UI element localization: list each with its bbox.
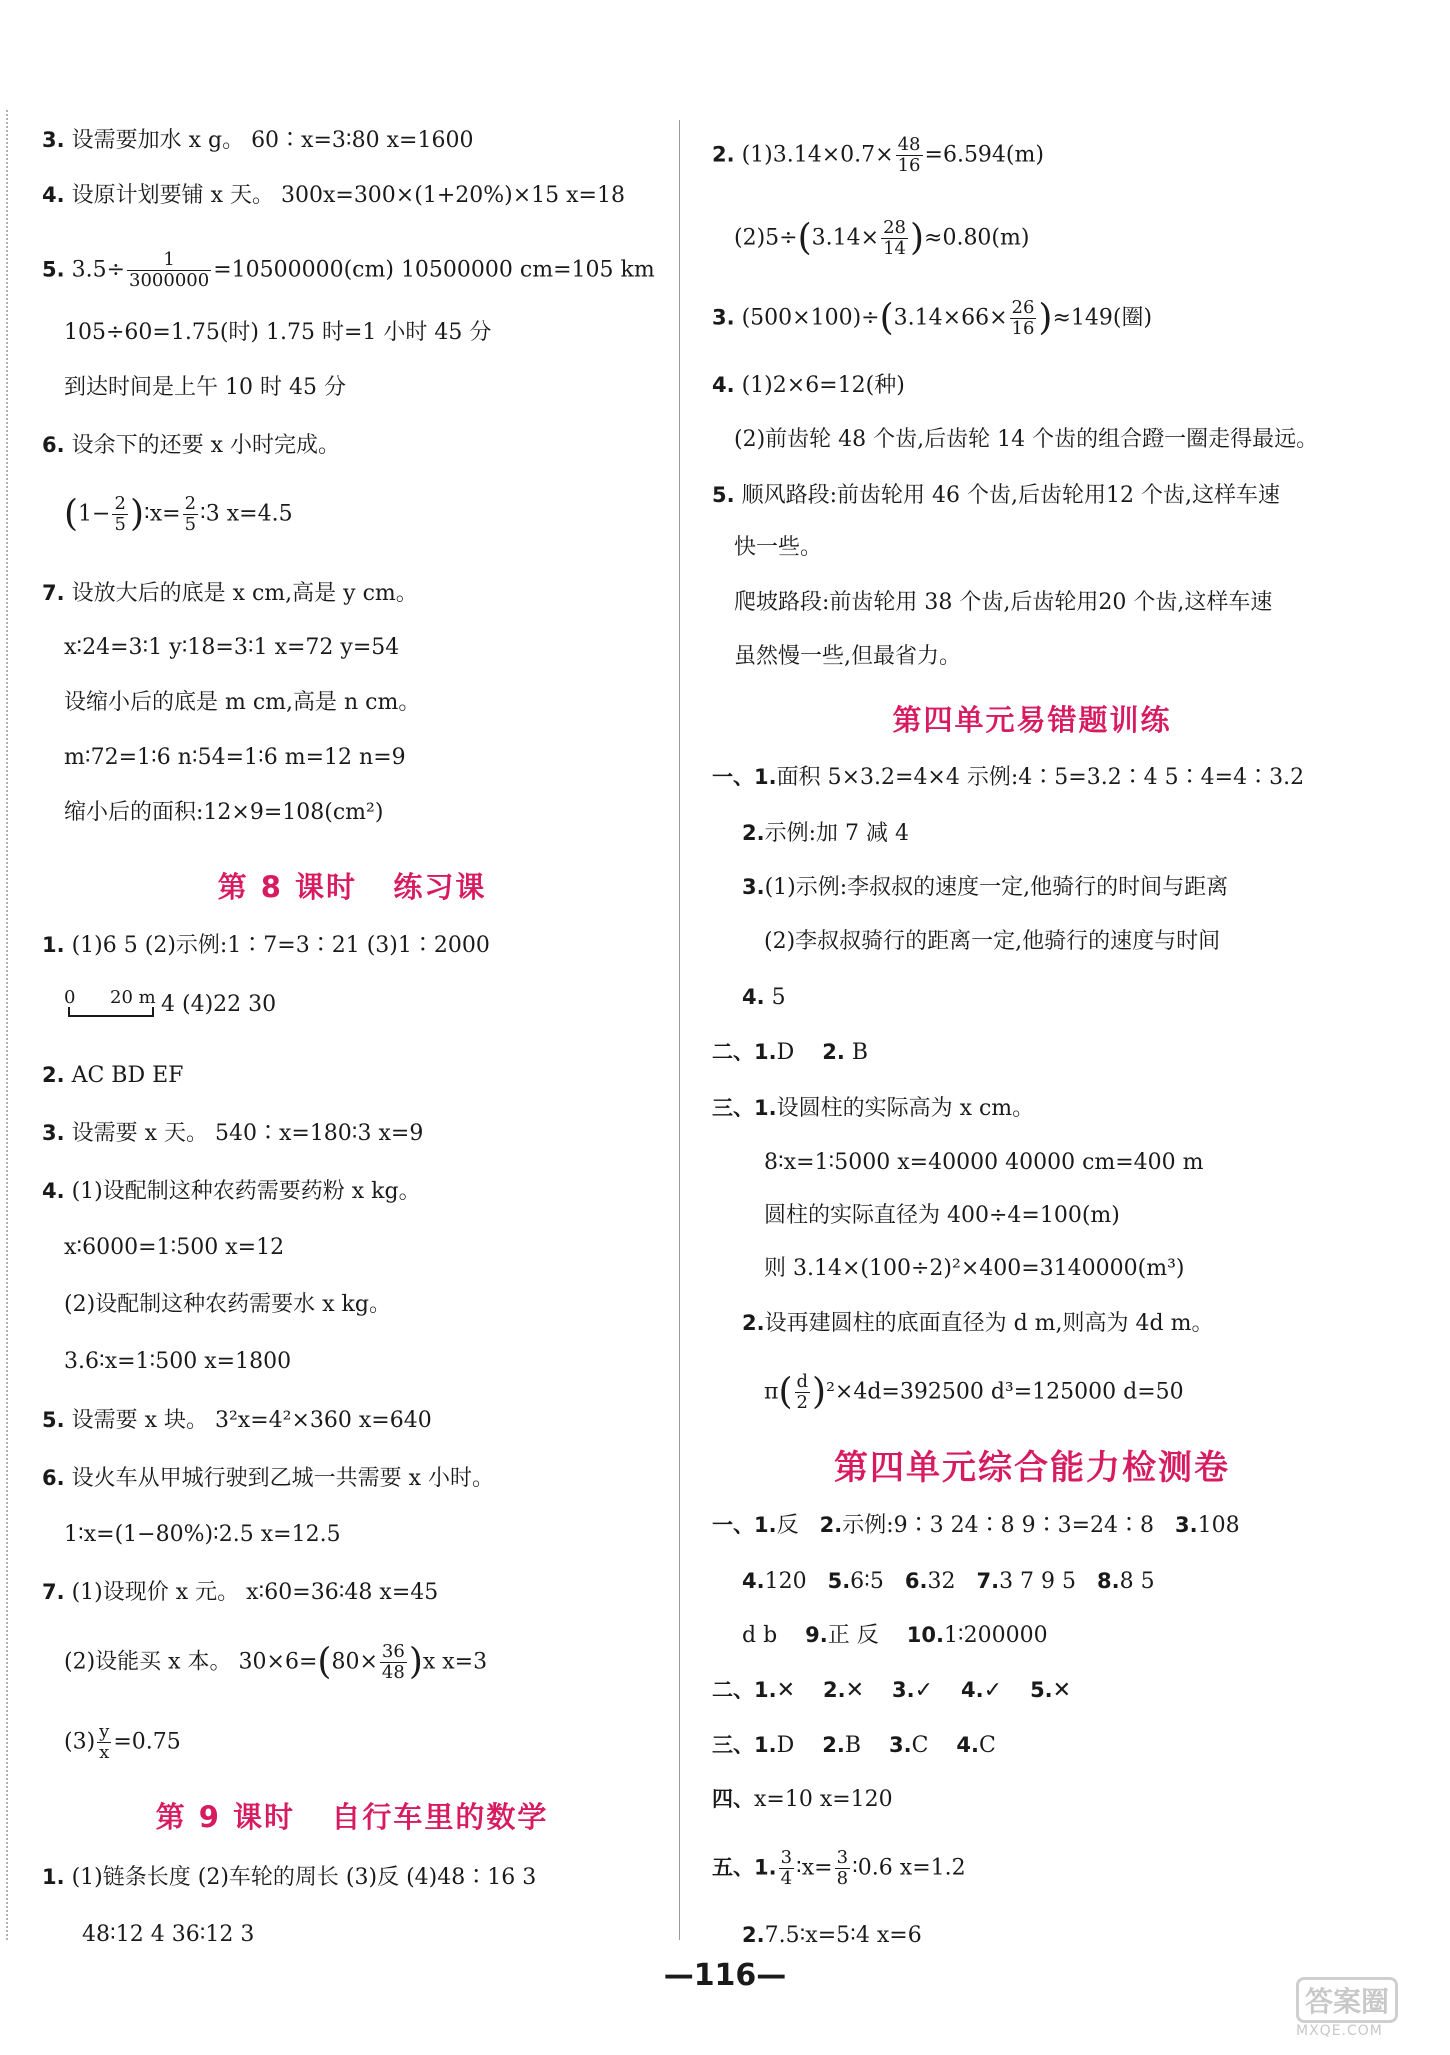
answer-line: (2)前齿轮 48 个齿,后齿轮 14 个齿的组合蹬一圈走得最远。	[734, 427, 1319, 452]
answer-line: 2.7.5∶x=5∶4 x=6	[742, 1923, 922, 1948]
section-heading: 第 9 课时 自行车里的数学	[155, 1800, 549, 1834]
fraction: $\frac{26}{16}$	[1011, 297, 1035, 339]
fraction: $\frac{1}{3000000}$	[129, 249, 210, 291]
answer-line: 四、x=10 x=120	[712, 1787, 893, 1812]
answer-line: 缩小后的面积:12×9=108(cm²)	[64, 800, 384, 825]
answer-line: (3) $\frac{y}{x}$ =0.75	[64, 1721, 181, 1763]
fraction: $\frac{2}{5}$	[184, 493, 197, 535]
answer-line: 2. (1)3.14×0.7× $\frac{48}{16}$ =6.594(m)	[712, 134, 1044, 176]
answer-line: x∶6000=1∶500 x=12	[64, 1235, 285, 1260]
answer-line: 三、1.D 2.B 3.C 4.C	[712, 1733, 996, 1758]
answer-line: 一、1.面积 5×3.2=4×4 示例:4∶5=3.2∶4 5∶4=4∶3.2	[712, 765, 1305, 790]
answer-line: 5. 顺风路段:前齿轮用 46 个齿,后齿轮用12 个齿,这样车速	[712, 483, 1280, 508]
answer-line: 1. (1)链条长度 (2)车轮的周长 (3)反 (4)48∶16 3	[42, 1865, 537, 1890]
answer-line: 48∶12 4 36∶12 3	[82, 1922, 255, 1947]
fraction: $\frac{y}{x}$	[99, 1721, 110, 1763]
answer-line: 则 3.14×(100÷2)²×400=3140000(m³)	[764, 1256, 1185, 1281]
answer-line: 圆柱的实际直径为 400÷4=100(m)	[764, 1203, 1120, 1228]
fraction: $\frac{36}{48}$	[381, 1641, 405, 1683]
answer-line: 8∶x=1∶5000 x=40000 40000 cm=400 m	[764, 1150, 1204, 1175]
answer-line: 4. (1)设配制这种农药需要药粉 x kg。	[42, 1179, 421, 1204]
answer-line: 3.6∶x=1∶500 x=1800	[64, 1349, 292, 1374]
answer-line: 三、1.设圆柱的实际高为 x cm。	[712, 1096, 1035, 1121]
answer-line: 4. (1)2×6=12(种)	[712, 373, 905, 398]
binding-edge	[6, 110, 8, 1940]
answer-line: (1− $\frac{2}{5}$ )∶x= $\frac{2}{5}$ ∶3 x=4.5	[64, 493, 293, 535]
section-heading: 第四单元综合能力检测卷	[834, 1448, 1230, 1488]
answer-line: 3. 设需要加水 x g。 60∶x=3∶80 x=1600	[42, 128, 474, 153]
answer-line: 7. (1)设现价 x 元。 x∶60=36∶48 x=45	[42, 1580, 439, 1605]
answer-line: x∶24=3∶1 y∶18=3∶1 x=72 y=54	[64, 635, 400, 660]
answer-line: 6. 设余下的还要 x 小时完成。	[42, 433, 340, 458]
column-divider	[679, 120, 680, 1940]
fraction: $\frac{3}{4}$	[780, 1847, 793, 1889]
section-heading: 第四单元易错题训练	[892, 703, 1172, 737]
answer-line: 五、1. $\frac{3}{4}$ ∶x= $\frac{3}{8}$ ∶0.6 x=1.2	[712, 1847, 966, 1889]
answer-line: 5. 设需要 x 块。 3²x=4²×360 x=640	[42, 1408, 432, 1433]
answer-line: 二、1.D 2. B	[712, 1040, 868, 1065]
fraction: $\frac{3}{8}$	[836, 1847, 849, 1889]
answer-line: π( $\frac{d}{2}$ )²×4d=392500 d³=125000 d=50	[764, 1371, 1184, 1413]
answer-line: 3. 设需要 x 天。 540∶x=180∶3 x=9	[42, 1121, 424, 1146]
answer-line: 到达时间是上午 10 时 45 分	[64, 375, 346, 400]
answer-line: (2)设配制这种农药需要水 x kg。	[64, 1292, 391, 1317]
answer-line: 105÷60=1.75(时) 1.75 时=1 小时 45 分	[64, 320, 492, 345]
fraction: $\frac{d}{2}$	[796, 1371, 809, 1413]
page-number: —116—	[663, 1958, 787, 1993]
answer-line: 二、1.✕ 2.✕ 3.✓ 4.✓ 5.✕	[712, 1678, 1072, 1703]
answer-line: 1. (1)6 5 (2)示例:1∶7=3∶21 (3)1∶2000	[42, 933, 490, 958]
scale-bar: 0 20 m	[64, 993, 154, 1017]
answer-line: 4. 5	[742, 985, 786, 1010]
answer-line: 0 20 m 4 (4)22 30	[64, 987, 277, 1017]
fraction: $\frac{48}{16}$	[897, 134, 921, 176]
answer-line: 2.设再建圆柱的底面直径为 d m,则高为 4d m。	[742, 1311, 1214, 1336]
answer-line: 快一些。	[734, 535, 823, 560]
answer-line: 3.(1)示例:李叔叔的速度一定,他骑行的时间与距离	[742, 875, 1229, 900]
fraction: $\frac{2}{5}$	[114, 493, 126, 535]
answer-line: 2.示例:加 7 减 4	[742, 821, 909, 846]
answer-line: 2. AC BD EF	[42, 1063, 184, 1088]
answer-line: 设缩小后的底是 m cm,高是 n cm。	[64, 690, 421, 715]
answer-line: 6. 设火车从甲城行驶到乙城一共需要 x 小时。	[42, 1466, 494, 1491]
answer-line: 爬坡路段:前齿轮用 38 个齿,后齿轮用20 个齿,这样车速	[734, 590, 1273, 615]
section-heading: 第 8 课时 练习课	[217, 870, 487, 904]
answer-line: (2)5÷(3.14× $\frac{28}{14}$ )≈0.80(m)	[734, 217, 1030, 259]
answer-line: 一、1.反 2.示例:9∶3 24∶8 9∶3=24∶8 3.108	[712, 1513, 1240, 1538]
answer-line: 4. 设原计划要铺 x 天。 300x=300×(1+20%)×15 x=18	[42, 183, 625, 208]
answer-line: (2)设能买 x 本。 30×6=(80× $\frac{36}{48}$ )x x=3	[64, 1641, 488, 1683]
answer-line: d b 9.正 反 10.1∶200000	[742, 1623, 1048, 1648]
answer-line: 1∶x=(1−80%)∶2.5 x=12.5	[64, 1522, 341, 1547]
fraction: $\frac{28}{14}$	[883, 217, 906, 259]
answer-line: 3. (500×100)÷(3.14×66× $\frac{26}{16}$ )≈149(圈)	[712, 297, 1153, 339]
answer-line: 4.120 5.6∶5 6.32 7.3 7 9 5 8.8 5	[742, 1569, 1155, 1594]
answer-line: 5. 3.5÷ $\frac{1}{3000000}$ =10500000(cm) 10500000 cm=105 km	[42, 249, 655, 291]
watermark-logo: 答案圈 MXQE.COM	[1296, 1977, 1436, 2041]
answer-line: 7. 设放大后的底是 x cm,高是 y cm。	[42, 581, 418, 606]
answer-line: 虽然慢一些,但最省力。	[734, 644, 961, 669]
answer-line: m∶72=1∶6 n∶54=1∶6 m=12 n=9	[64, 745, 406, 770]
answer-line: (2)李叔叔骑行的距离一定,他骑行的速度与时间	[764, 929, 1221, 954]
